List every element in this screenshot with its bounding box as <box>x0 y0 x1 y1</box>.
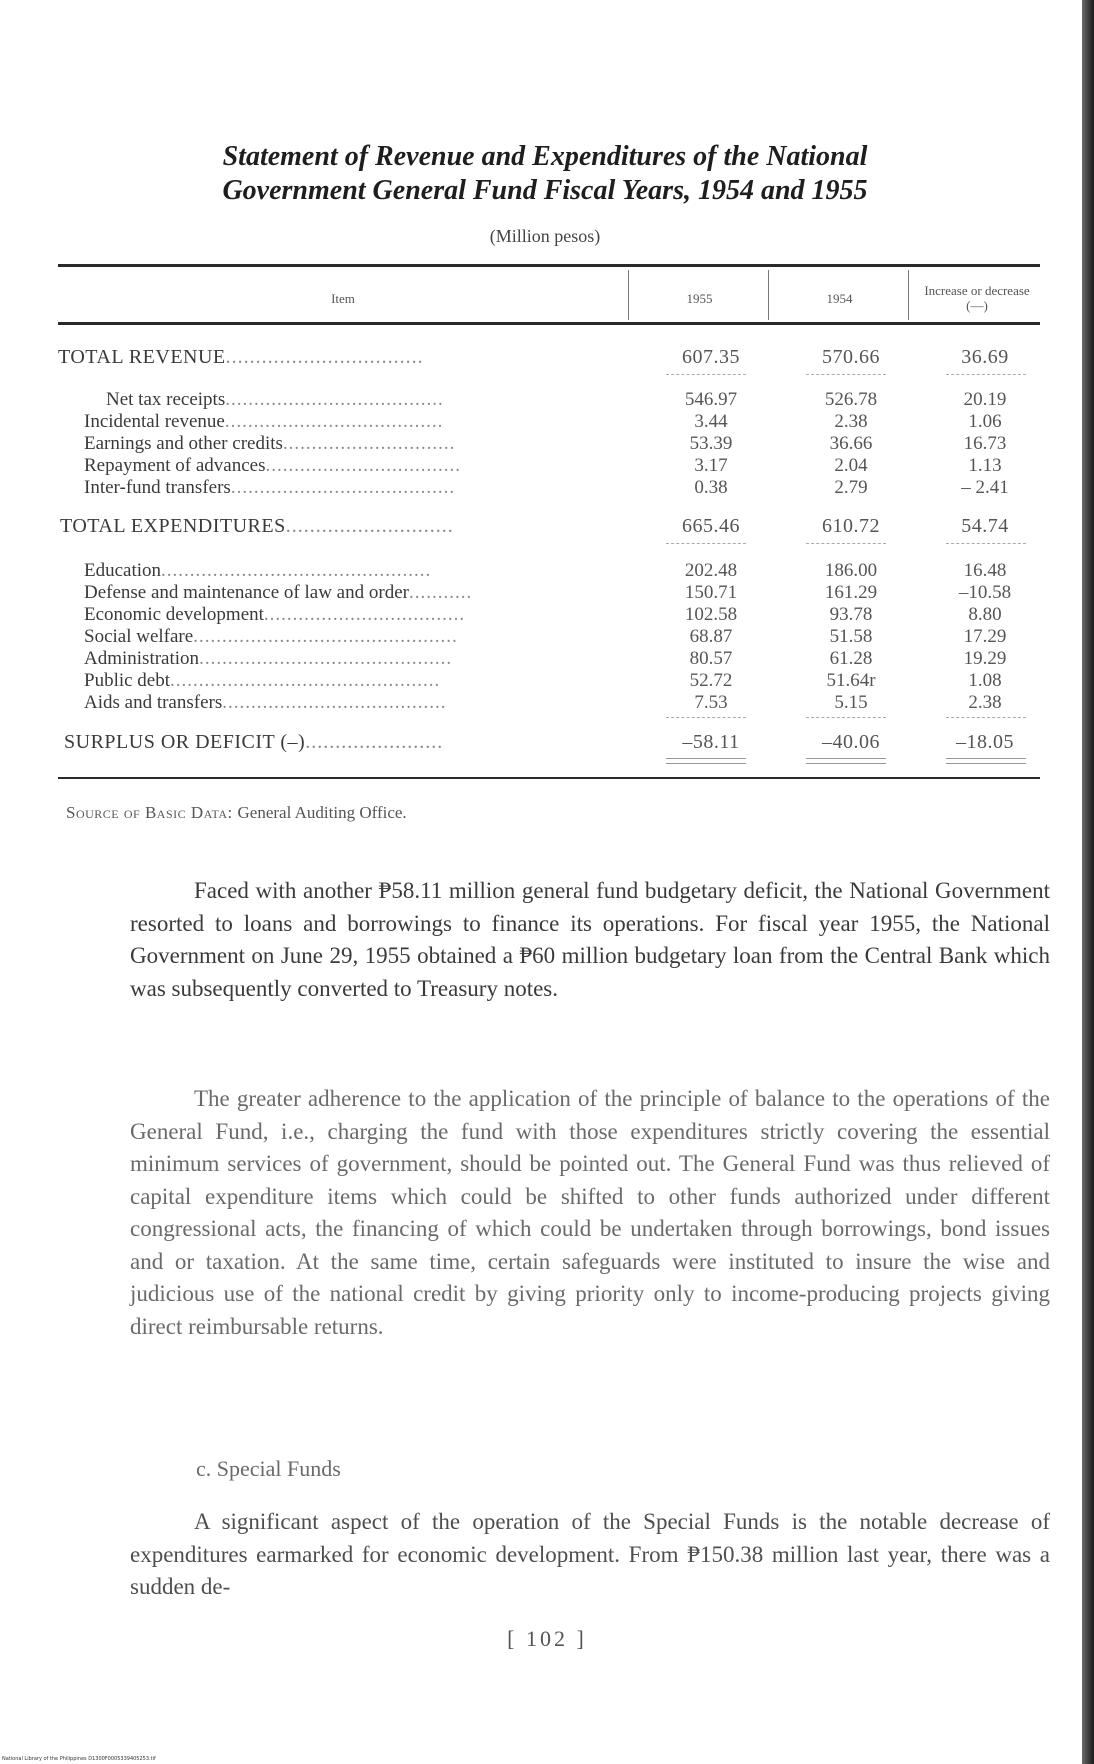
row-change: 1.13 <box>968 455 1002 476</box>
table-row <box>58 389 1040 411</box>
row-1955: 3.17 <box>694 455 728 476</box>
header-change: Increase or decrease (—) <box>924 283 1030 313</box>
paragraph-special-funds: A significant aspect of the operation of the Special Funds is the notable decrease of expenditures earmarked for economic development. From ₱150.38 million last year, there was a sudden de- <box>130 1509 1050 1599</box>
subtotal-rule <box>806 717 886 719</box>
row-1954: 610.72 <box>822 515 880 537</box>
table-row <box>58 433 1040 455</box>
row-1954: 161.29 <box>824 582 878 603</box>
subtotal-rule <box>946 543 1026 545</box>
row-1954: 36.66 <box>829 433 873 454</box>
row-1955: 68.87 <box>689 626 733 647</box>
paragraph-general-fund-balance: The greater adherence to the application of the principle of balance to the operations of the General Fund, i.e., charging the fund with those expenditures strictly covering the essential minimum services of government, should be pointed out. The General Fund was thus relieved of capital expenditure items which could be shifted to other funds authorized under different congressional acts, the financing of which could be undertaken through borrowings, bond issues and or taxation. At the same time, certain safeguards were instituted to insure the wise and judicious use of the national credit by giving priority only to income-producing projects giving direct reimbursable returns. <box>130 1086 1050 1339</box>
row-1955: 102.58 <box>684 604 738 625</box>
row-change: – 2.41 <box>961 477 1009 498</box>
row-1954: 93.78 <box>829 604 873 625</box>
row-label: Repayment of advances.................................. <box>84 455 461 476</box>
row-change: 2.38 <box>968 692 1002 713</box>
table-row <box>58 455 1040 477</box>
row-1954: 526.78 <box>824 389 878 410</box>
row-change: 36.69 <box>961 346 1009 368</box>
row-change: 54.74 <box>961 515 1009 537</box>
table-row <box>58 731 1040 753</box>
row-label: SURPLUS OR DEFICIT (–)....................... <box>64 731 444 753</box>
section-heading-special-funds: c. Special Funds <box>196 1456 341 1481</box>
row-change: 1.08 <box>968 670 1002 691</box>
table-row <box>58 515 1040 537</box>
page-edge-shadow <box>1082 0 1094 1764</box>
source-note <box>66 803 407 823</box>
source-label: Source of Basic Data: <box>66 803 233 822</box>
subtotal-rule <box>806 374 886 376</box>
row-label: Public debt............................................... <box>84 670 441 691</box>
subtotal-rule <box>666 543 746 545</box>
row-label: Administration............................................ <box>84 648 453 669</box>
row-label: Net tax receipts...................................... <box>106 389 444 410</box>
table-row <box>58 560 1040 582</box>
table-top-rule <box>58 264 1040 267</box>
row-change: 20.19 <box>963 389 1007 410</box>
table-row <box>58 477 1040 499</box>
row-1954: 51.64r <box>826 670 876 691</box>
header-divider-3 <box>908 270 909 320</box>
row-1954: 61.28 <box>829 648 873 669</box>
row-1954: 570.66 <box>822 346 880 368</box>
row-label: Inter-fund transfers....................................... <box>84 477 456 498</box>
row-1955: –58.11 <box>682 731 740 753</box>
row-change: 1.06 <box>968 411 1002 432</box>
total-double-rule <box>666 758 746 764</box>
row-1955: 53.39 <box>689 433 733 454</box>
row-label: Economic development................................... <box>84 604 466 625</box>
source-text: General Auditing Office. <box>237 803 407 822</box>
row-label: Aids and transfers....................................... <box>84 692 447 713</box>
row-1954: 51.58 <box>829 626 873 647</box>
page-number: [ 102 ] <box>507 1626 587 1651</box>
subtotal-rule <box>666 374 746 376</box>
subtotal-rule <box>946 374 1026 376</box>
row-1955: 7.53 <box>694 692 728 713</box>
row-1955: 0.38 <box>694 477 728 498</box>
table-header-rule <box>58 322 1040 325</box>
row-1955: 80.57 <box>689 648 733 669</box>
row-1955: 52.72 <box>689 670 733 691</box>
table-row <box>58 604 1040 626</box>
table-row <box>58 411 1040 433</box>
row-1955: 607.35 <box>682 346 740 368</box>
row-label: Defense and maintenance of law and order........... <box>84 582 473 603</box>
title-line-1: Statement of Revenue and Expenditures of the National <box>222 141 868 172</box>
table-bottom-rule <box>58 777 1040 779</box>
row-1955: 202.48 <box>684 560 738 581</box>
row-change: 16.73 <box>963 433 1007 454</box>
row-change: 19.29 <box>963 648 1007 669</box>
row-label: Earnings and other credits.............................. <box>84 433 456 454</box>
subtotal-rule <box>806 543 886 545</box>
table-row <box>58 692 1040 714</box>
total-double-rule <box>806 758 886 764</box>
table-row <box>58 670 1040 692</box>
subtotal-rule <box>946 717 1026 719</box>
row-1954: 2.79 <box>834 477 868 498</box>
header-1954: 1954 <box>826 290 853 306</box>
table-unit-subtitle: (Million pesos) <box>489 226 601 246</box>
row-1954: –40.06 <box>822 731 880 753</box>
header-item: Item <box>331 290 355 306</box>
row-1954: 186.00 <box>824 560 878 581</box>
total-double-rule <box>946 758 1026 764</box>
row-1954: 5.15 <box>834 692 868 713</box>
table-row <box>58 648 1040 670</box>
header-divider-1 <box>628 270 629 320</box>
row-change: 8.80 <box>968 604 1002 625</box>
header-divider-2 <box>768 270 769 320</box>
row-1955: 3.44 <box>694 411 728 432</box>
row-change: –10.58 <box>958 582 1012 603</box>
table-row <box>58 626 1040 648</box>
table-title <box>120 140 970 208</box>
row-label: TOTAL REVENUE................................. <box>58 346 424 368</box>
row-label: Education............................................... <box>84 560 432 581</box>
subtotal-rule <box>666 717 746 719</box>
row-1954: 2.38 <box>834 411 868 432</box>
row-label: TOTAL EXPENDITURES............................ <box>60 515 454 537</box>
row-change: –18.05 <box>956 731 1014 753</box>
table-row <box>58 346 1040 368</box>
table-row <box>58 582 1040 604</box>
row-change: 16.48 <box>963 560 1007 581</box>
paragraph-deficit-financing: Faced with another ₱58.11 million general fund budgetary deficit, the National Government resorted to loans and borrowings to finance its operations. For fiscal year 1955, the National Government on June 29, 1955 obtained a ₱60 million budgetary loan from the Central Bank which was subsequently converted to Treasury notes. <box>130 878 1050 1001</box>
row-1955: 665.46 <box>682 515 740 537</box>
row-1955: 150.71 <box>684 582 738 603</box>
header-1955: 1955 <box>686 290 713 306</box>
row-1955: 546.97 <box>684 389 738 410</box>
scan-footer-note: National Library of the Philippines D1300F0005339405253.tif <box>2 1756 156 1762</box>
row-change: 17.29 <box>963 626 1007 647</box>
row-1954: 2.04 <box>834 455 868 476</box>
title-line-2: Government General Fund Fiscal Years, 1954 and 1955 <box>222 175 868 206</box>
row-label: Incidental revenue...................................... <box>84 411 444 432</box>
row-label: Social welfare.............................................. <box>84 626 458 647</box>
